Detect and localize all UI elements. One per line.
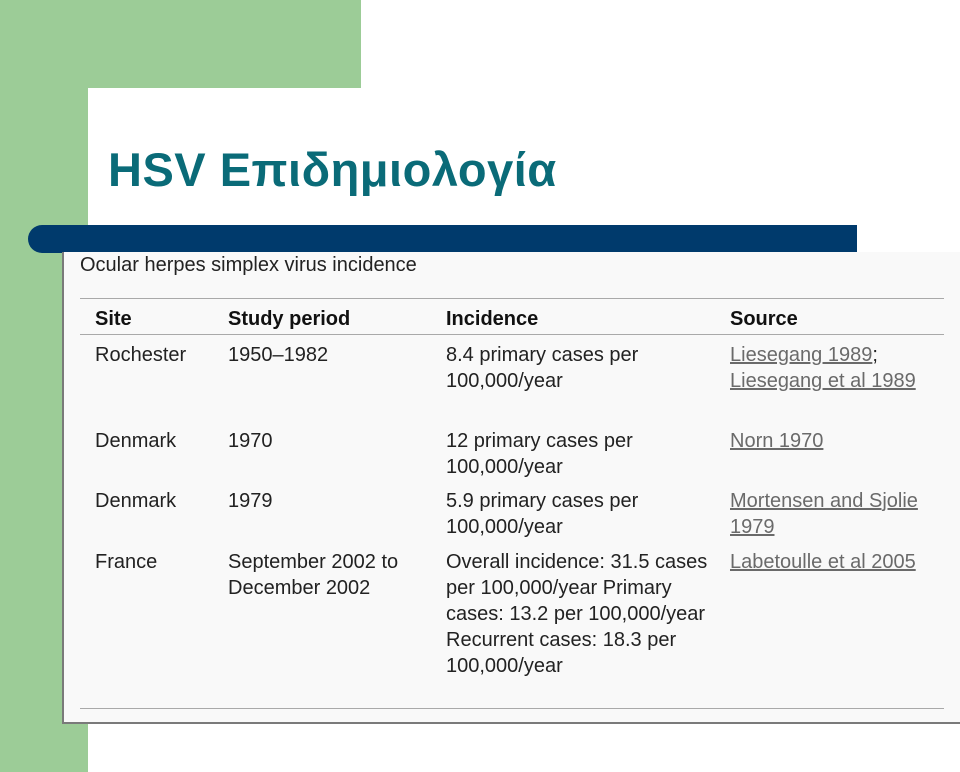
row1-site: Rochester bbox=[95, 344, 187, 366]
table-rule-top bbox=[80, 298, 944, 299]
source-link[interactable]: Norn 1970 bbox=[730, 430, 824, 452]
incidence-table bbox=[62, 252, 960, 724]
header-source: Source bbox=[730, 308, 798, 330]
title-divider-bar bbox=[28, 225, 857, 253]
source-link[interactable]: Liesegang 1989 bbox=[730, 344, 873, 366]
row1-period: 1950–1982 bbox=[228, 344, 329, 366]
row1-source bbox=[730, 342, 940, 394]
table-rule-bottom bbox=[80, 708, 944, 709]
source-link[interactable]: Labetoulle et al 2005 bbox=[730, 551, 916, 573]
header-incidence: Incidence bbox=[446, 308, 539, 330]
row3-period: 1979 bbox=[228, 490, 273, 512]
row3-incidence: 5.9 primary cases per 100,000/year bbox=[446, 490, 639, 538]
row3-source bbox=[730, 488, 940, 540]
row1-incidence: 8.4 primary cases per 100,000/year bbox=[446, 344, 639, 392]
row4-period: September 2002 to December 2002 bbox=[228, 551, 399, 599]
source-separator: ; bbox=[872, 344, 878, 366]
row2-incidence: 12 primary cases per 100,000/year bbox=[446, 430, 633, 478]
header-study-period: Study period bbox=[228, 308, 351, 330]
source-link[interactable]: Liesegang et al 1989 bbox=[730, 370, 916, 392]
row2-source bbox=[730, 428, 940, 454]
row4-site: France bbox=[95, 551, 158, 573]
row4-incidence: Overall incidence: 31.5 cases per 100,000/year Primary cases: 13.2 per 100,000/year Recurrent cases: 18.3 per 100,000/year bbox=[446, 551, 708, 677]
row2-period: 1970 bbox=[228, 430, 273, 452]
table-rule-header bbox=[80, 334, 944, 335]
slide-title: HSV Επιδημιολογία bbox=[108, 143, 557, 196]
row4-source bbox=[730, 549, 940, 575]
row2-site: Denmark bbox=[95, 430, 177, 452]
header-site: Site bbox=[95, 308, 132, 330]
row3-site: Denmark bbox=[95, 490, 177, 512]
table-caption: Ocular herpes simplex virus incidence bbox=[80, 254, 417, 276]
source-link[interactable]: Mortensen and Sjolie 1979 bbox=[730, 490, 918, 538]
